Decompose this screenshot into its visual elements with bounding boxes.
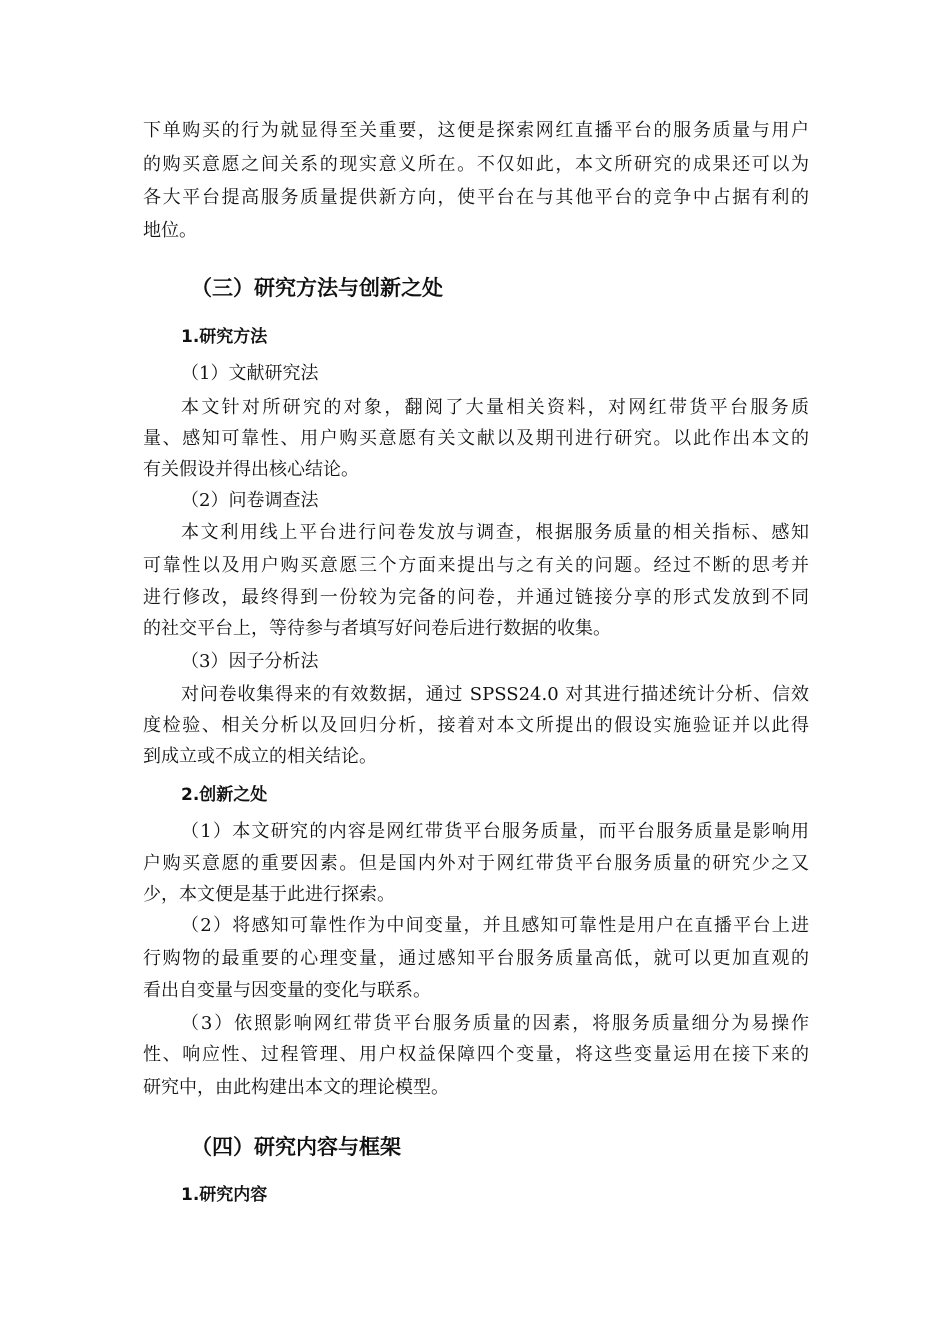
- innovation-1-line-3: 少，本文便是基于此进行探索。: [143, 884, 395, 905]
- innovation-heading: 2.创新之处: [181, 785, 268, 805]
- method-3-line-2: 度检验、相关分析以及回归分析，接着对本文所提出的假设实施验证并以此得: [143, 715, 809, 736]
- innovation-3-line-2: 性、响应性、过程管理、用户权益保障四个变量，将这些变量运用在接下来的: [143, 1044, 809, 1065]
- innovation-2-line-3: 看出自变量与因变量的变化与联系。: [143, 980, 431, 1001]
- innovation-2-line-2: 行购物的最重要的心理变量，通过感知平台服务质量高低，就可以更加直观的: [143, 948, 809, 969]
- method-3-label: （3）因子分析法: [181, 651, 319, 672]
- innovation-2-line-1: （2）将感知可靠性作为中间变量，并且感知可靠性是用户在直播平台上进: [181, 915, 809, 936]
- method-1-line-2: 量、感知可靠性、用户购买意愿有关文献以及期刊进行研究。以此作出本文的: [143, 428, 809, 449]
- method-1-label: （1）文献研究法: [181, 363, 319, 384]
- method-3-line-3: 到成立或不成立的相关结论。: [143, 746, 377, 767]
- intro-line-3: 各大平台提高服务质量提供新方向，使平台在与其他平台的竞争中占据有利的: [143, 187, 809, 208]
- method-3-line-1: 对问卷收集得来的有效数据，通过 SPSS24.0 对其进行描述统计分析、信效: [181, 684, 809, 705]
- method-2-line-4: 的社交平台上，等待参与者填写好问卷后进行数据的收集。: [143, 618, 611, 639]
- intro-line-1: 下单购买的行为就显得至关重要，这便是探索网红直播平台的服务质量与用户: [143, 120, 809, 141]
- innovation-3-line-3: 研究中，由此构建出本文的理论模型。: [143, 1077, 449, 1098]
- innovation-3-line-1: （3）依照影响网红带货平台服务质量的因素，将服务质量细分为易操作: [181, 1013, 809, 1034]
- method-2-line-3: 进行修改，最终得到一份较为完备的问卷，并通过链接分享的形式发放到不同: [143, 587, 809, 608]
- section-4-title: （四）研究内容与框架: [191, 1135, 401, 1159]
- section-3-title: （三）研究方法与创新之处: [191, 276, 443, 300]
- intro-line-2: 的购买意愿之间关系的现实意义所在。不仅如此，本文所研究的成果还可以为: [143, 154, 809, 175]
- method-2-line-1: 本文利用线上平台进行问卷发放与调查，根据服务质量的相关指标、感知: [181, 522, 809, 543]
- intro-line-4: 地位。: [143, 220, 197, 241]
- method-1-line-3: 有关假设并得出核心结论。: [143, 459, 359, 480]
- innovation-1-line-2: 户购买意愿的重要因素。但是国内外对于网红带货平台服务质量的研究少之又: [143, 853, 809, 874]
- method-1-line-1: 本文针对所研究的对象，翻阅了大量相关资料，对网红带货平台服务质: [181, 397, 809, 418]
- method-2-label: （2）问卷调查法: [181, 490, 319, 511]
- innovation-1-line-1: （1）本文研究的内容是网红带货平台服务质量，而平台服务质量是影响用: [181, 821, 809, 842]
- methods-heading: 1.研究方法: [181, 327, 268, 347]
- content-heading: 1.研究内容: [181, 1185, 268, 1205]
- method-2-line-2: 可靠性以及用户购买意愿三个方面来提出与之有关的问题。经过不断的思考并: [143, 555, 809, 576]
